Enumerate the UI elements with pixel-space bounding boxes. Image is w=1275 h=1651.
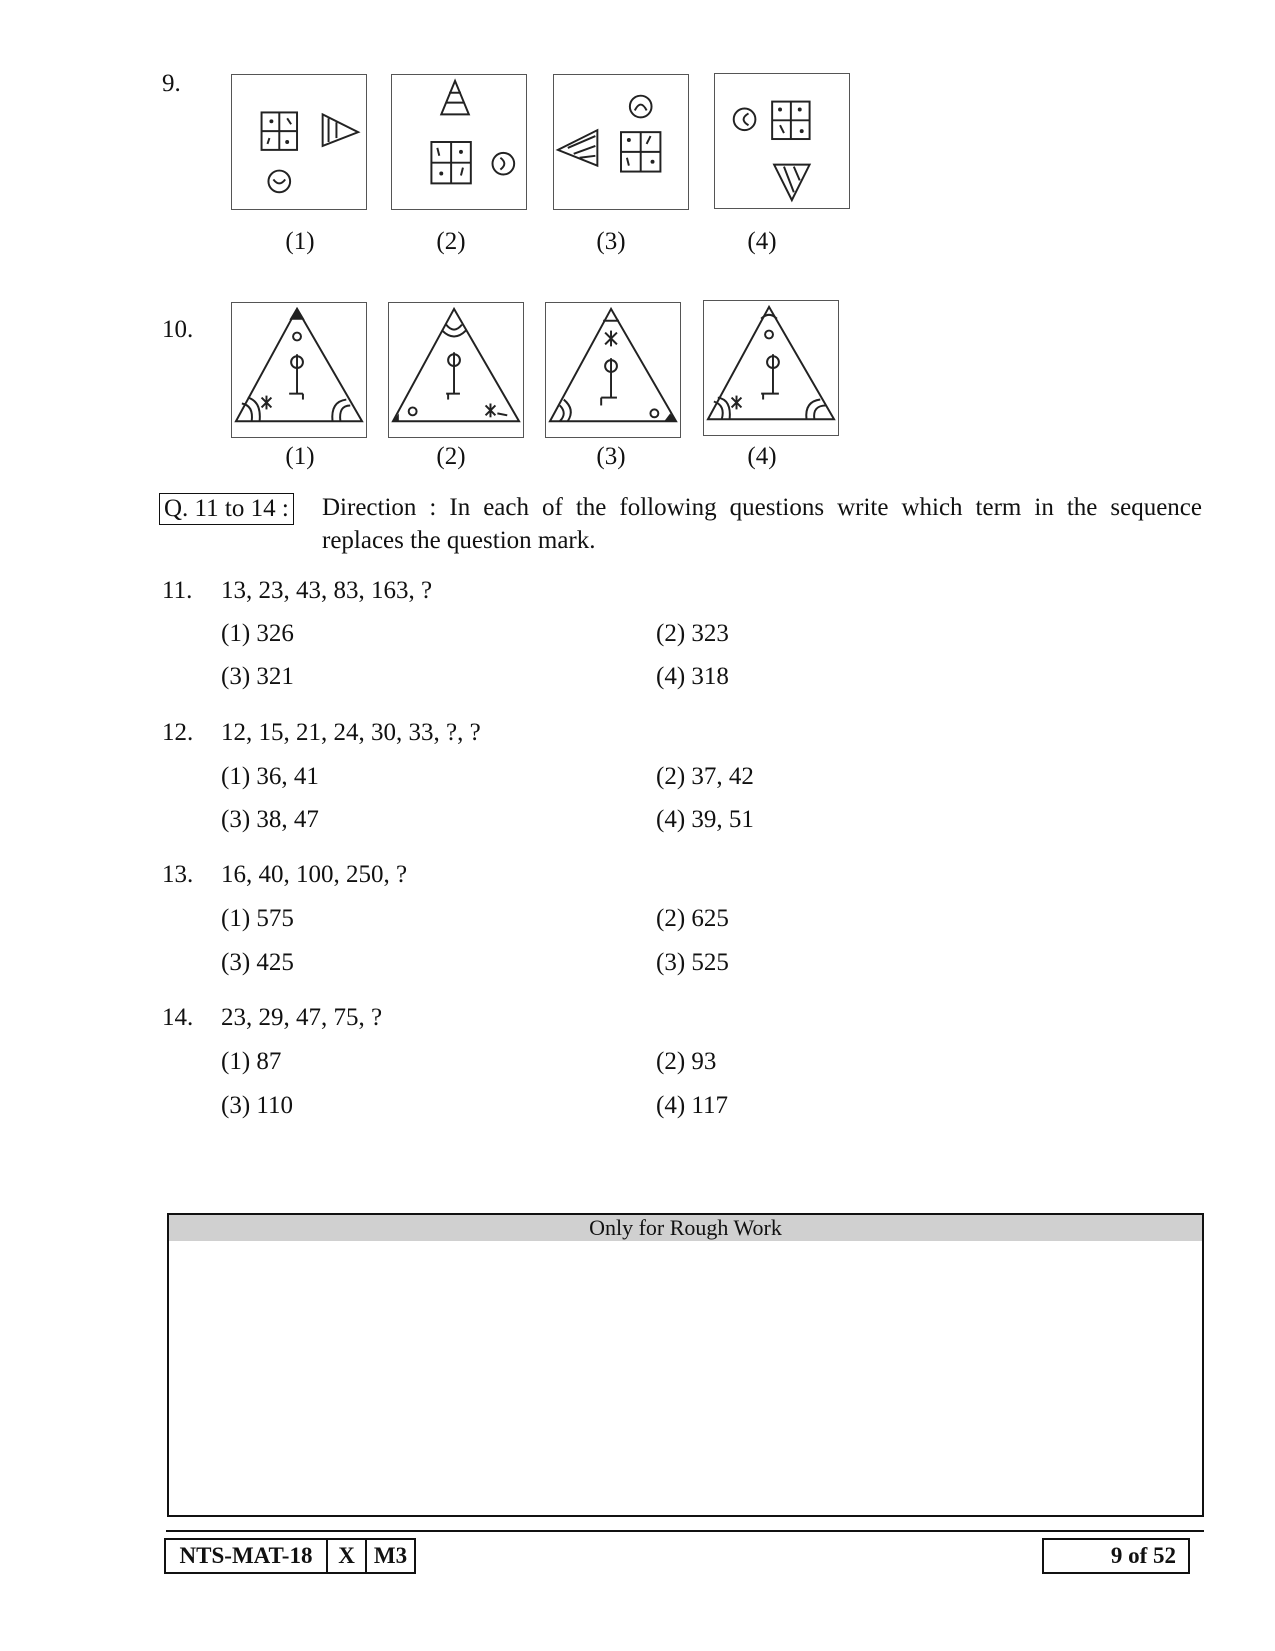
q10-figure-1-drawing	[232, 303, 366, 437]
q10-figure-1	[231, 302, 367, 438]
q10-figure-2	[388, 302, 524, 438]
question-14-option-1: (1) 87	[221, 1048, 282, 1075]
question-14-option-3: (3) 110	[221, 1092, 293, 1119]
q10-figure-4-drawing	[704, 301, 838, 435]
question-12-option-1: (1) 36, 41	[221, 763, 319, 790]
rough-work-title: Only for Rough Work	[169, 1215, 1202, 1241]
question-14-option-4: (4) 117	[656, 1092, 728, 1119]
question-9-number: 9.	[162, 70, 181, 97]
q10-caption-4: (4)	[747, 443, 777, 470]
question-11-option-2: (2) 323	[656, 620, 729, 647]
question-13-option-3: (3) 425	[221, 949, 294, 976]
direction-text: Direction : In each of the following questions write which term in the sequence replaces the question mark.	[322, 494, 1202, 554]
question-11-stem: 13, 23, 43, 83, 163, ?	[221, 577, 433, 604]
question-14-number: 14.	[162, 1004, 194, 1031]
question-12-option-3: (3) 38, 47	[221, 806, 319, 833]
direction-label: Q. 11 to 14 :	[159, 493, 294, 525]
q9-figure-2-drawing	[392, 75, 526, 209]
question-13-stem: 16, 40, 100, 250, ?	[221, 861, 408, 888]
question-12-stem: 12, 15, 21, 24, 30, 33, ?, ?	[221, 719, 481, 746]
question-12-option-4: (4) 39, 51	[656, 806, 754, 833]
q9-caption-2: (2)	[436, 228, 466, 255]
footer-exam-code: NTS-MAT-18	[164, 1538, 328, 1574]
q9-figure-1	[231, 74, 367, 210]
question-11-option-4: (4) 318	[656, 663, 729, 690]
q10-caption-3: (3)	[596, 443, 626, 470]
question-13-number: 13.	[162, 861, 194, 888]
question-11-number: 11.	[162, 577, 193, 604]
question-13-option-1: (1) 575	[221, 905, 294, 932]
footer-rule	[166, 1530, 1204, 1532]
question-14-stem: 23, 29, 47, 75, ?	[221, 1004, 383, 1031]
question-12-number: 12.	[162, 719, 194, 746]
question-11-option-3: (3) 321	[221, 663, 294, 690]
q9-figure-3	[553, 74, 689, 210]
footer-page-number: 9 of 52	[1042, 1538, 1190, 1574]
question-14-option-2: (2) 93	[656, 1048, 717, 1075]
q10-caption-2: (2)	[436, 443, 466, 470]
q10-figure-3-drawing	[546, 303, 680, 437]
q9-caption-4: (4)	[747, 228, 777, 255]
question-10-number: 10.	[162, 316, 194, 343]
q9-figure-4	[714, 73, 850, 209]
q9-figure-1-drawing	[232, 75, 366, 209]
q9-figure-3-drawing	[554, 75, 688, 209]
q10-caption-1: (1)	[285, 443, 315, 470]
q9-caption-3: (3)	[596, 228, 626, 255]
q10-figure-3	[545, 302, 681, 438]
q9-figure-2	[391, 74, 527, 210]
footer-class: X	[326, 1538, 367, 1574]
q9-figure-4-drawing	[715, 74, 849, 208]
footer-series: M3	[365, 1538, 416, 1574]
question-13-option-2: (2) 625	[656, 905, 729, 932]
question-11-option-1: (1) 326	[221, 620, 294, 647]
question-13-option-4: (3) 525	[656, 949, 729, 976]
q10-figure-4	[703, 300, 839, 436]
q10-figure-2-drawing	[389, 303, 523, 437]
question-12-option-2: (2) 37, 42	[656, 763, 754, 790]
q9-caption-1: (1)	[285, 228, 315, 255]
rough-work-box	[167, 1213, 1204, 1517]
